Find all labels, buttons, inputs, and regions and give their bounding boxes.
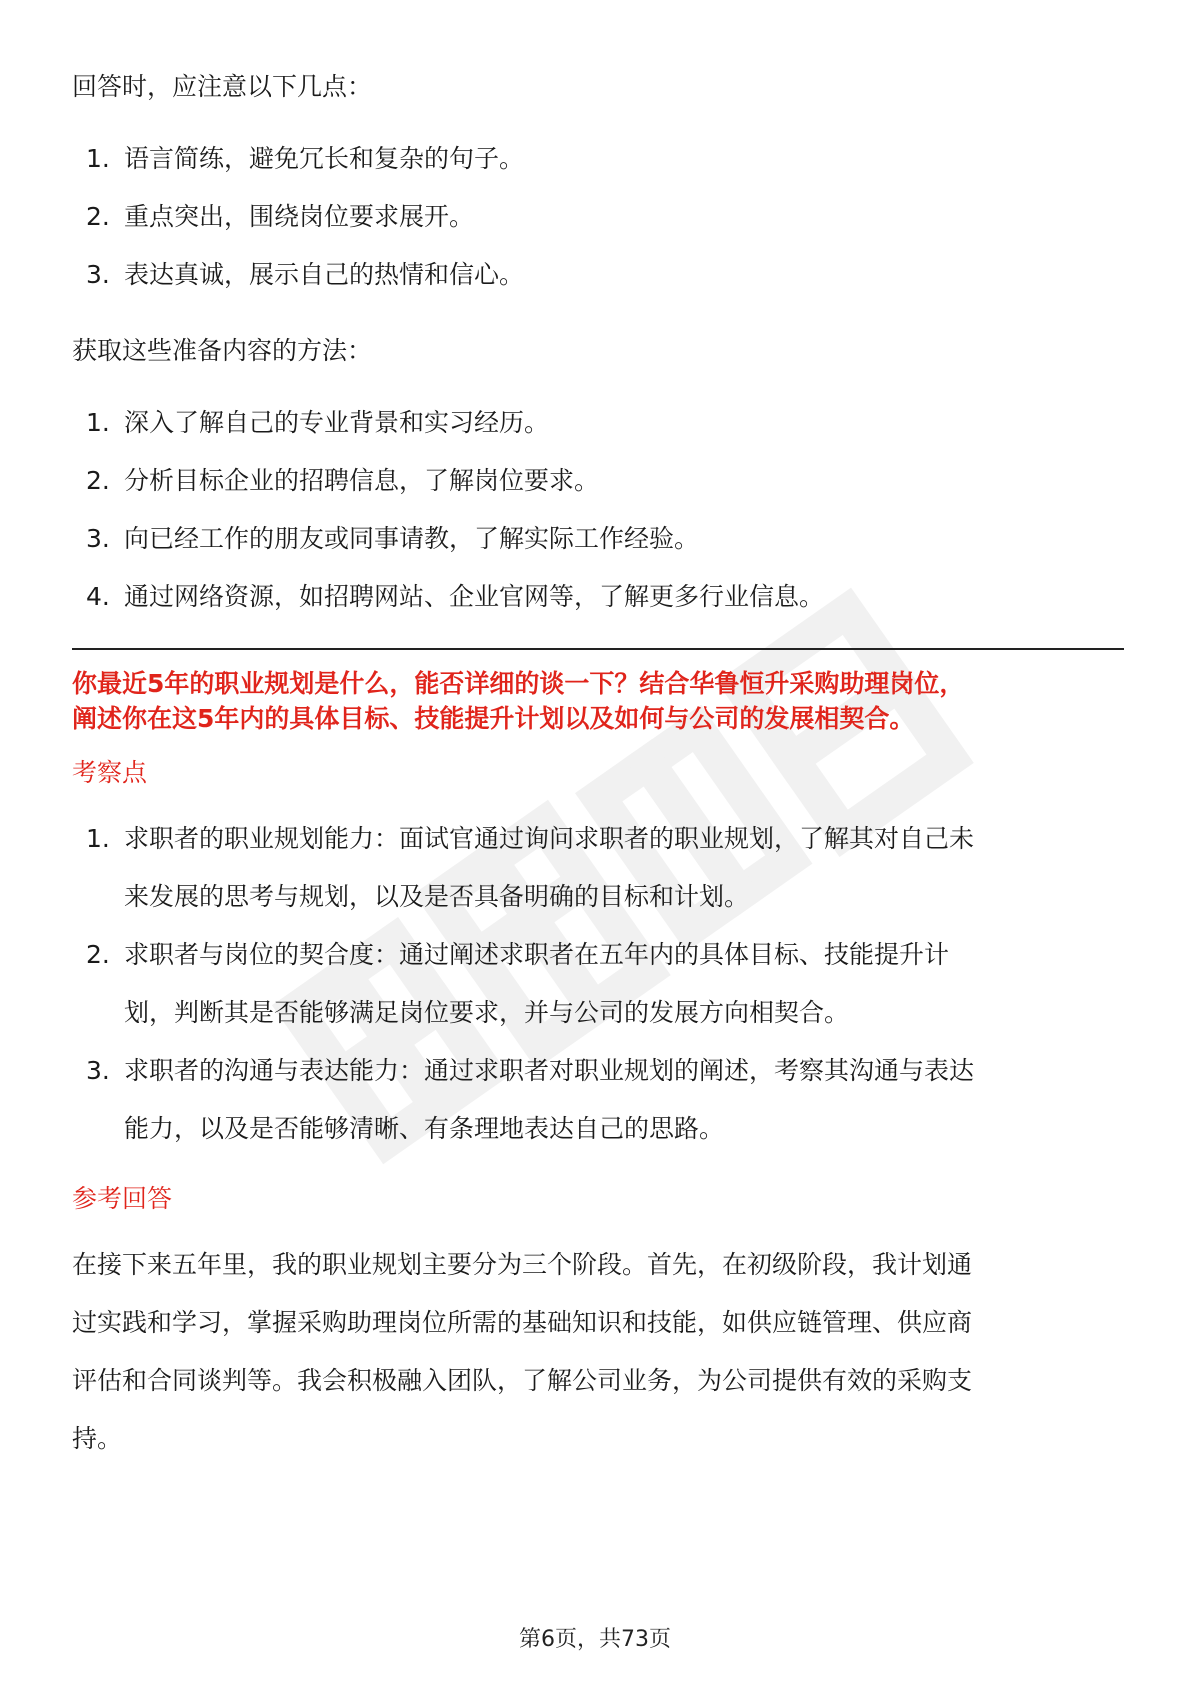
list-item [72, 188, 1124, 246]
list-text: 向已经工作的朋友或同事请教，了解实际工作经验。 [124, 524, 700, 553]
list-item [72, 810, 1124, 926]
section-divider [72, 648, 1124, 650]
methods-list [72, 394, 1124, 626]
list-number: 2. [86, 202, 110, 231]
list-number: 1. [86, 408, 110, 437]
list-number: 3. [86, 1056, 110, 1085]
list-text: 求职者的沟通与表达能力：通过求职者对职业规划的阐述，考察其沟通与表达 [124, 1056, 975, 1085]
answer-line: 过实践和学习，掌握采购助理岗位所需的基础知识和技能，如供应链管理、供应商 [72, 1308, 973, 1337]
list-text: 划，判断其是否能够满足岗位要求，并与公司的发展方向相契合。 [124, 998, 850, 1027]
list-text: 来发展的思考与规划，以及是否具备明确的目标和计划。 [124, 882, 750, 911]
list-number: 4. [86, 582, 110, 611]
question-heading [72, 666, 1124, 736]
list-text: 重点突出，围绕岗位要求展开。 [124, 202, 475, 231]
answer-heading: 参考回答 [72, 1184, 173, 1213]
answer-line: 评估和合同谈判等。我会积极融入团队，了解公司业务，为公司提供有效的采购支 [72, 1366, 973, 1395]
list-item [72, 130, 1124, 188]
list-item [72, 452, 1124, 510]
list-number: 3. [86, 260, 110, 289]
tips-list [72, 130, 1124, 304]
list-item [72, 568, 1124, 626]
list-text: 求职者的职业规划能力：面试官通过询问求职者的职业规划，了解其对自己未 [124, 824, 975, 853]
question-line: 你最近5年的职业规划是什么，能否详细的谈一下？结合华鲁恒升采购助理岗位， [72, 669, 965, 698]
list-text: 通过网络资源，如招聘网站、企业官网等，了解更多行业信息。 [124, 582, 825, 611]
page-content [72, 58, 1124, 1468]
list-number: 2. [86, 940, 110, 969]
answer-line: 在接下来五年里，我的职业规划主要分为三个阶段。首先，在初级阶段，我计划通 [72, 1250, 973, 1279]
list-item [72, 510, 1124, 568]
answer-paragraph [72, 1236, 1124, 1468]
list-text: 深入了解自己的专业背景和实习经历。 [124, 408, 550, 437]
page-number-footer: 第6页，共73页 [519, 1627, 671, 1652]
list-text: 求职者与岗位的契合度：通过阐述求职者在五年内的具体目标、技能提升计 [124, 940, 950, 969]
focus-points-list [72, 810, 1124, 1158]
intro-label: 回答时，应注意以下几点： [72, 72, 373, 101]
list-item [72, 1042, 1124, 1158]
list-number: 2. [86, 466, 110, 495]
question-line: 阐述你在这5年内的具体目标、技能提升计划以及如何与公司的发展相契合。 [72, 704, 915, 733]
list-text: 分析目标企业的招聘信息，了解岗位要求。 [124, 466, 600, 495]
list-number: 1. [86, 824, 110, 853]
answer-line: 持。 [72, 1424, 123, 1453]
list-text: 表达真诚，展示自己的热情和信心。 [124, 260, 525, 289]
focus-heading: 考察点 [72, 758, 148, 787]
list-item [72, 246, 1124, 304]
list-item [72, 394, 1124, 452]
methods-label: 获取这些准备内容的方法： [72, 336, 373, 365]
list-text: 能力，以及是否能够清晰、有条理地表达自己的思路。 [124, 1114, 725, 1143]
list-number: 3. [86, 524, 110, 553]
list-number: 1. [86, 144, 110, 173]
list-item [72, 926, 1124, 1042]
list-text: 语言简练，避免冗长和复杂的句子。 [124, 144, 525, 173]
